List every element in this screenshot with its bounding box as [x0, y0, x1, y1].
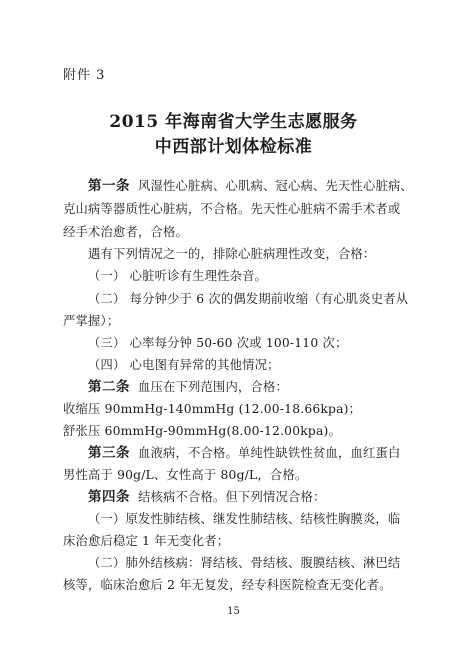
article-2-line-1: [88, 381, 288, 395]
article-1-item-1: （一） 心脏听诊有生理性杂音。: [88, 269, 268, 283]
article-1-line-3: 经手术治愈者，合格。: [63, 225, 188, 239]
article-2-heading: 第二条: [88, 379, 130, 395]
article-2-diastolic: 舒张压 60mmHg-90mmHg(8.00-12.00kpa)。: [63, 424, 341, 438]
article-1-text: 风湿性心脏病、心肌病、冠心病、先天性心脏病、: [138, 179, 413, 193]
article-1-item-2-line-1: （二） 每分钟少于 6 次的偶发期前收缩（有心肌炎史者从: [88, 292, 409, 306]
article-4-text: 结核病不合格。但下列情况合格：: [138, 490, 326, 504]
article-2-text: 血压在下列范围内，合格：: [138, 380, 288, 394]
article-4-item-1-line-2: 床治愈后稳定 1 年无变化者；: [63, 534, 230, 548]
article-4-line-1: [88, 491, 325, 505]
article-1-line-1: [88, 180, 413, 194]
article-2-systolic: 收缩压 90mmHg-140mmHg (12.00-18.66kpa)；: [63, 402, 362, 416]
article-1-item-4: （四） 心电图有异常的其他情况；: [88, 358, 280, 372]
article-1-item-2-line-2: 严掌握）；: [63, 314, 120, 328]
article-4-heading: 第四条: [88, 489, 130, 505]
article-3-line-2: 男性高于 90g/L、女性高于 80g/L，合格。: [63, 468, 308, 482]
article-4-item-2-line-1: （二）肺外结核病：肾结核、骨结核、腹膜结核、淋巴结: [88, 556, 401, 570]
article-1-item-3: （三） 心率每分钟 50-60 次或 100-110 次；: [88, 336, 348, 350]
page-number: 15: [227, 606, 240, 617]
article-1-heading: 第一条: [88, 178, 130, 194]
article-1-intro: 遇有下列情况之一的，排除心脏病理性改变，合格：: [88, 247, 376, 261]
article-3-text: 血液病，不合格。单纯性缺铁性贫血，血红蛋白: [138, 446, 401, 460]
article-3-line-1: [88, 447, 400, 461]
article-4-item-2-line-2: 核等，临床治愈后 2 年无复发，经专科医院检查无变化者。: [63, 578, 392, 592]
document-title-line-1: 2015 年海南省大学生志愿服务: [109, 112, 358, 132]
attachment-label: 附件 3: [63, 68, 106, 83]
article-4-item-1-line-1: （一）原发性肺结核、继发性肺结核、结核性胸膜炎，临: [88, 512, 401, 526]
article-1-line-2: 克山病等器质性心脏病，不合格。先天性心脏病不需手术者或: [63, 202, 401, 216]
article-3-heading: 第三条: [88, 445, 130, 461]
document-title-line-2: 中西部计划体检标准: [154, 137, 313, 157]
